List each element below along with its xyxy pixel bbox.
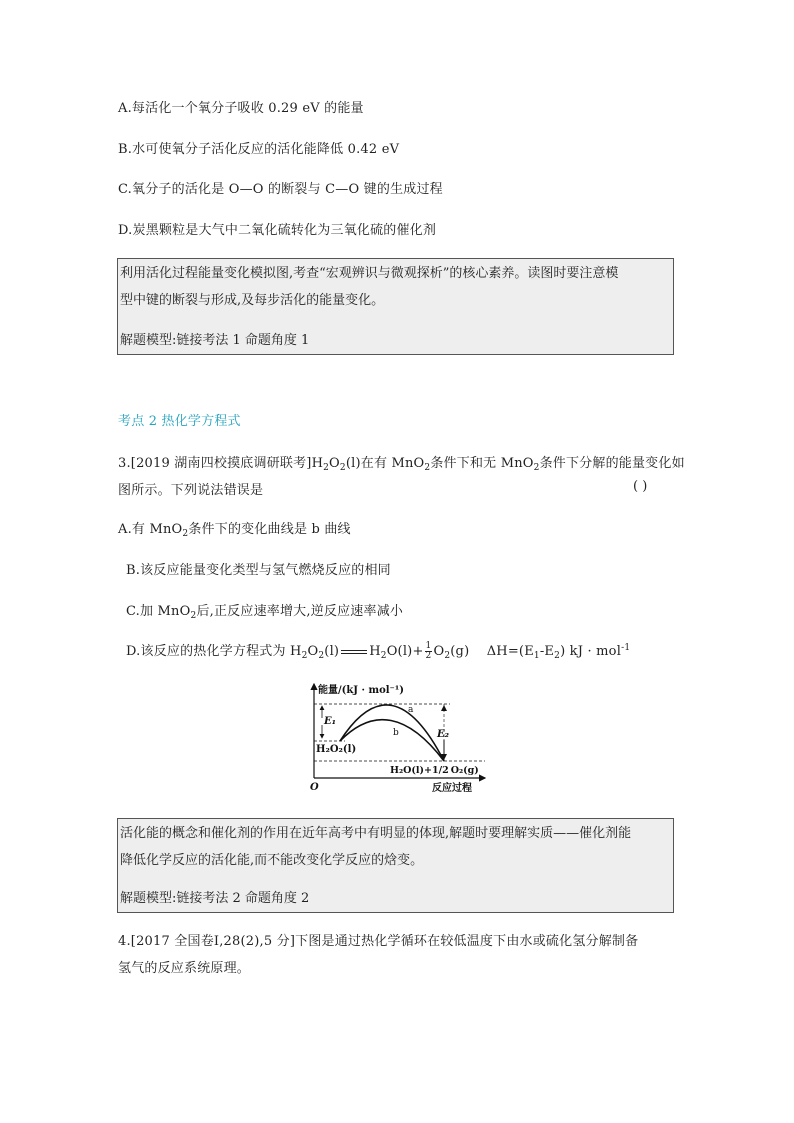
solution-model-text: 解题模型:链接考法 1 命题角度 1 bbox=[120, 333, 310, 348]
analysis-text-line2: 型中键的断裂与形成,及每步活化的能量变化。 bbox=[120, 293, 385, 308]
q3-option-a: A.有 MnO$_2$条件下的变化曲线是 b 曲线 bbox=[118, 522, 351, 539]
curve-b-label: b bbox=[393, 728, 399, 738]
analysis-box-2 bbox=[117, 818, 674, 913]
fraction-half: $\frac{1}{2}$ bbox=[425, 641, 432, 661]
answer-blank: ( ) bbox=[633, 479, 648, 494]
e2-label: E₂ bbox=[437, 729, 450, 740]
option-b: B.水可使氧分子活化反应的活化能降低 0.42 eV bbox=[118, 142, 400, 157]
q3-stem-line1: 3.[2019 湖南四校摸底调研联考]$H_2O_2(l)$在有 MnO$_2$条件下和无 MnO$_2$条件下分解的能量变化如 bbox=[118, 456, 685, 473]
analysis-text-line1: 活化能的概念和催化剂的作用在近年高考中有明显的体现,解题时要理解实质——催化剂能 bbox=[120, 826, 632, 841]
option-a: A.每活化一个氧分子吸收 0.29 eV 的能量 bbox=[118, 101, 364, 116]
analysis-box-1 bbox=[117, 258, 674, 355]
e1-label: E₁ bbox=[324, 716, 337, 727]
solution-model-text: 解题模型:链接考法 2 命题角度 2 bbox=[120, 891, 310, 906]
q4-line2: 氢气的反应系统原理。 bbox=[118, 961, 251, 976]
section-title: 考点 2 热化学方程式 bbox=[118, 414, 241, 429]
product-label: H₂O(l)+1/2 O₂(g) bbox=[390, 765, 479, 776]
x-axis-label: 反应过程 bbox=[432, 783, 472, 794]
reactant-label: H₂O₂(l) bbox=[316, 744, 357, 755]
analysis-text-line2: 降低化学反应的活化能,而不能改变化学反应的焓变。 bbox=[120, 853, 424, 868]
y-axis-label: 能量/(kJ · mol⁻¹) bbox=[318, 685, 404, 696]
q3-stem-line2: 图所示。下列说法错误是 bbox=[118, 483, 264, 498]
option-c: C.氧分子的活化是 O—O 的断裂与 C—O 键的生成过程 bbox=[118, 182, 443, 197]
energy-diagram bbox=[300, 680, 490, 795]
analysis-text-line1: 利用活化过程能量变化模拟图,考查“宏观辨识与微观探析”的核心素养。读图时要注意模 bbox=[120, 266, 619, 281]
equals-arrow bbox=[341, 650, 367, 654]
curve-a-label: a bbox=[408, 705, 414, 715]
q3-option-c: C.加 MnO$_2$后,正反应速率增大,逆反应速率减小 bbox=[126, 604, 404, 621]
origin-label: O bbox=[310, 782, 319, 793]
q3-option-b: B.该反应能量变化类型与氢气燃烧反应的相同 bbox=[126, 563, 391, 578]
option-d: D.炭黑颗粒是大气中二氧化硫转化为三氧化硫的催化剂 bbox=[118, 223, 437, 238]
q4-line1: 4.[2017 全国卷Ⅰ,28(2),5 分]下图是通过热化学循环在较低温度下由水或硫化氢分解制备 bbox=[118, 934, 639, 949]
q3-option-d: D.该反应的热化学方程式为 $H_2O_2(l)$ $H_2O(l)+$ $\frac{1}{2}$ $O_2(g)$ $\Delta H=(E_1-E_2)$ kJ · mol$^{-1}$ bbox=[126, 641, 631, 661]
